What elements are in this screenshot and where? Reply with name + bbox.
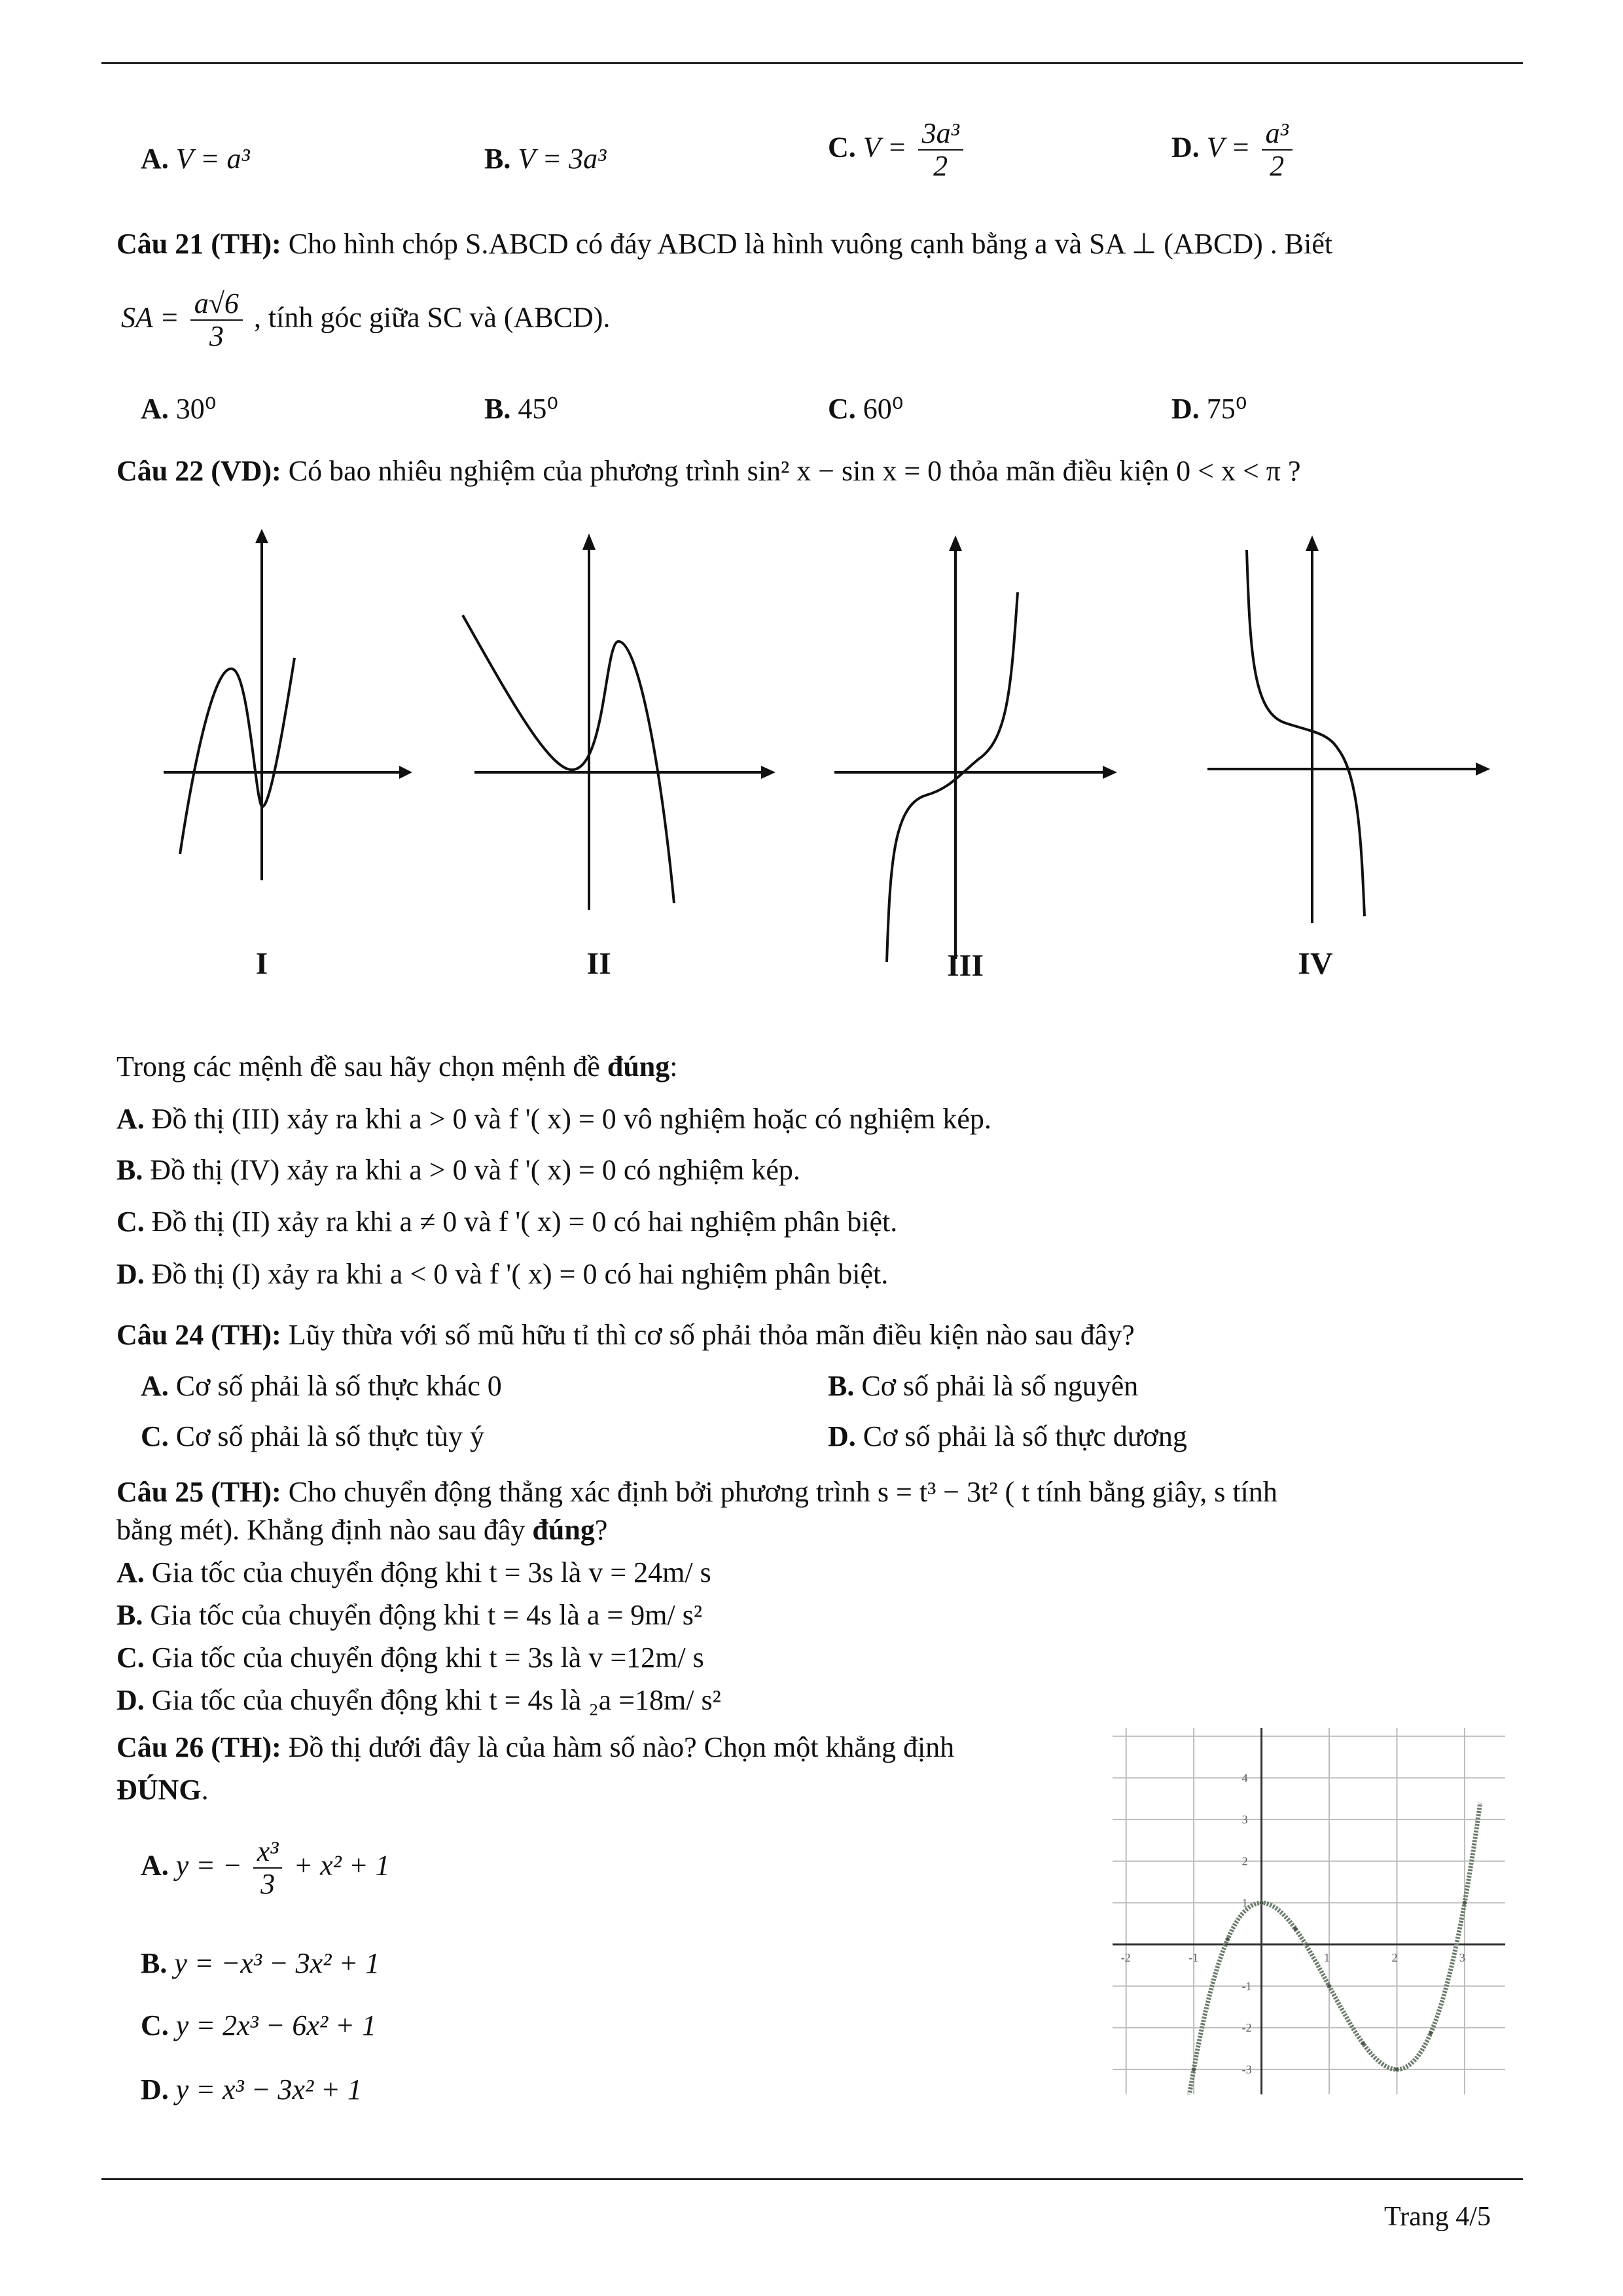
q23-option-a[interactable]: A. Đồ thị (III) xảy ra khi a > 0 và f '( x) = 0 vô nghiệm hoặc có nghiệm kép. bbox=[116, 1103, 991, 1135]
q25-question-line1: Câu 25 (TH): Cho chuyển động thẳng xác định bởi phương trình s = t³ − 3t² ( t tính bằng giây, s tính bbox=[116, 1476, 1277, 1508]
data-point bbox=[1361, 2041, 1365, 2045]
q26-option-c[interactable]: C. y = 2x³ − 6x² + 1 bbox=[141, 2009, 376, 2041]
q21-option-a[interactable]: A. 30⁰ bbox=[141, 393, 217, 425]
graph-ii-curve bbox=[463, 615, 674, 903]
q22-question: Câu 22 (VD): Có bao nhiêu nghiệm của phương trình sin² x − sin x = 0 thỏa mãn điều kiện 0 < x < π ? bbox=[116, 455, 1301, 487]
graph-label-iv: IV bbox=[1298, 946, 1333, 981]
x-tick-label: -2 bbox=[1120, 1950, 1131, 1964]
graph-iii bbox=[828, 524, 1129, 969]
q24-question: Câu 24 (TH): Lũy thừa với số mũ hữu tỉ thì cơ số phải thỏa mãn điều kiện nào sau đây? bbox=[116, 1319, 1135, 1351]
q26-option-d[interactable]: D. y = x³ − 3x² + 1 bbox=[141, 2073, 362, 2106]
x-tick-label: 2 bbox=[1391, 1950, 1398, 1964]
q24-option-c[interactable]: C. Cơ số phải là số thực tùy ý bbox=[141, 1420, 484, 1452]
q25-option-b[interactable]: B. Gia tốc của chuyển động khi t = 4s là a = 9m/ s² bbox=[116, 1599, 703, 1631]
x-tick-label: -1 bbox=[1188, 1950, 1199, 1964]
q20-option-c[interactable]: C. V = $\frac{\text{3a³}}{2}$ bbox=[828, 118, 967, 183]
y-tick-label: 4 bbox=[1241, 1771, 1248, 1785]
q23-option-d[interactable]: D. Đồ thị (I) xảy ra khi a < 0 và f '( x) = 0 có hai nghiệm phân biệt. bbox=[116, 1258, 889, 1290]
q23-option-b[interactable]: B. Đồ thị (IV) xảy ra khi a > 0 và f '( x) = 0 có nghiệm kép. bbox=[116, 1154, 800, 1186]
y-tick-label: -1 bbox=[1241, 1979, 1252, 1993]
q21-given: SA = $\frac{a√6}{3}$ , tính góc giữa SC và (ABCD). bbox=[121, 287, 611, 353]
y-tick-label: -3 bbox=[1241, 2062, 1252, 2076]
q24-option-b[interactable]: B. Cơ số phải là số nguyên bbox=[828, 1370, 1139, 1402]
q24-option-d[interactable]: D. Cơ số phải là số thực dương bbox=[828, 1420, 1187, 1452]
q26-plot bbox=[1113, 1728, 1505, 2094]
q20-option-b[interactable]: B. V = 3a³ bbox=[484, 143, 607, 175]
header-rule bbox=[101, 62, 1523, 64]
y-tick-label: 2 bbox=[1241, 1854, 1248, 1868]
graph-label-ii: II bbox=[586, 946, 611, 981]
data-point bbox=[1395, 2068, 1399, 2072]
graph-iv-curve bbox=[1247, 550, 1364, 916]
q23-option-c[interactable]: C. Đồ thị (II) xảy ra khi a ≠ 0 và f '( x) = 0 có hai nghiệm phân biệt. bbox=[116, 1206, 898, 1238]
q20-option-a[interactable]: A. V = a³ bbox=[141, 143, 250, 175]
graph-i bbox=[157, 524, 419, 890]
y-tick-label: -2 bbox=[1241, 2021, 1252, 2035]
data-point bbox=[1463, 1901, 1467, 1905]
x-tick-label: 1 bbox=[1324, 1950, 1330, 1964]
data-point bbox=[1260, 1901, 1264, 1905]
graph-iii-curve bbox=[887, 592, 1018, 962]
footer-rule bbox=[101, 2178, 1523, 2180]
q21-option-c[interactable]: C. 60⁰ bbox=[828, 393, 904, 425]
data-point bbox=[1429, 2031, 1433, 2035]
q26-question-line1: Câu 26 (TH): Đồ thị dưới đây là của hàm số nào? Chọn một khẳng định bbox=[116, 1731, 955, 1763]
graph-ii bbox=[455, 524, 795, 916]
page-number: Trang 4/5 bbox=[1384, 2202, 1491, 2232]
graph-i-curve bbox=[180, 658, 294, 854]
q23-intro: Trong các mệnh đề sau hãy chọn mệnh đề đúng: bbox=[116, 1050, 678, 1083]
q25-option-c[interactable]: C. Gia tốc của chuyển động khi t = 3s là v =12m/ s bbox=[116, 1641, 704, 1674]
q21-option-b[interactable]: B. 45⁰ bbox=[484, 393, 558, 425]
q25-option-a[interactable]: A. Gia tốc của chuyển động khi t = 3s là v = 24m/ s bbox=[116, 1556, 711, 1588]
q24-option-a[interactable]: A. Cơ số phải là số thực khác 0 bbox=[141, 1370, 502, 1402]
function-curve bbox=[1184, 1803, 1480, 2094]
q26-option-a[interactable]: A. y = − $\frac{\text{x³}}{3}$ + x² + 1 bbox=[141, 1835, 390, 1901]
q26-question-line2: ĐÚNG. bbox=[116, 1774, 209, 1806]
data-point bbox=[1226, 1937, 1230, 1941]
x-tick-label: 3 bbox=[1459, 1950, 1465, 1964]
data-point bbox=[1293, 1927, 1297, 1931]
q25-question-line2: bằng mét). Khẳng định nào sau đây đúng? bbox=[116, 1514, 608, 1546]
q21-option-d[interactable]: D. 75⁰ bbox=[1171, 393, 1247, 425]
q20-option-d[interactable]: D. V = $\frac{\text{a³}}{2}$ bbox=[1171, 118, 1296, 183]
graph-iv bbox=[1201, 524, 1502, 929]
q26-option-b[interactable]: B. y = −x³ − 3x² + 1 bbox=[141, 1947, 380, 1979]
y-tick-label: 1 bbox=[1241, 1896, 1248, 1910]
data-point bbox=[1192, 2068, 1196, 2072]
q25-option-d[interactable]: D. Gia tốc của chuyển động khi t = 4s là ₂a =18m/ s² bbox=[116, 1684, 721, 1716]
graph-label-iii: III bbox=[946, 948, 984, 983]
data-point bbox=[1327, 1984, 1331, 1988]
y-tick-label: 3 bbox=[1241, 1813, 1248, 1826]
q21-question: Câu 21 (TH): Cho hình chóp S.ABCD có đáy ABCD là hình vuông cạnh bằng a và SA ⊥ (ABCD) . Biết bbox=[116, 228, 1333, 260]
graph-label-i: I bbox=[255, 946, 268, 981]
